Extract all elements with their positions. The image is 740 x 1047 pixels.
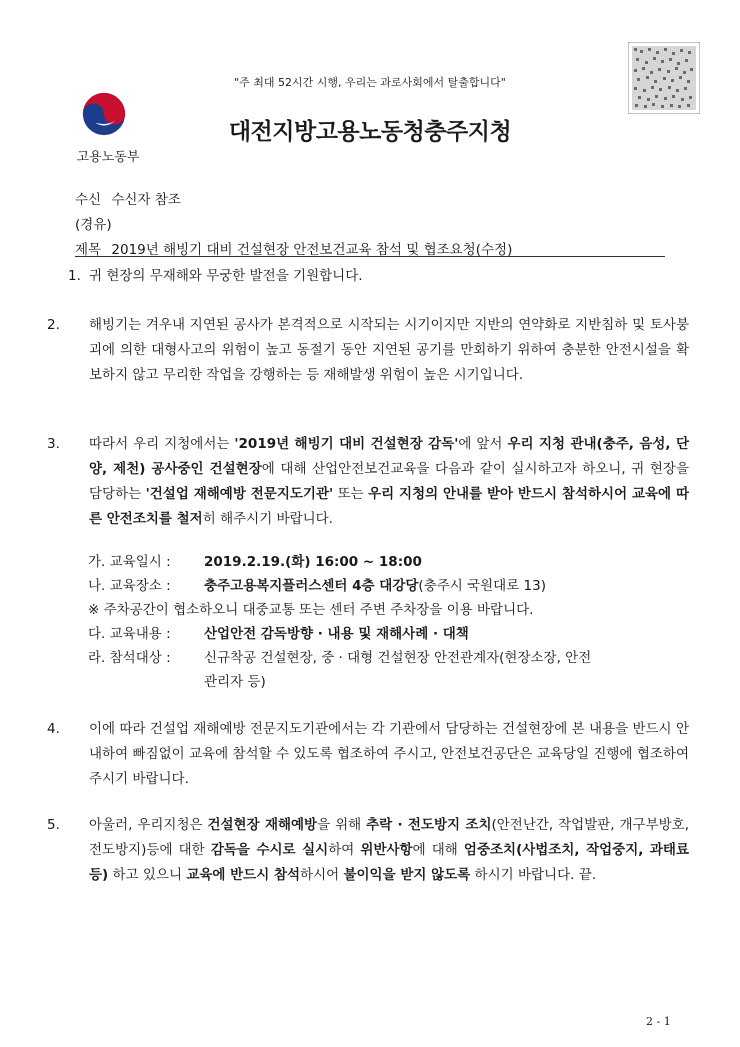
detail-target xyxy=(88,646,668,671)
bold-run: '건설업 재해예방 전문지도기관' xyxy=(145,486,334,502)
ministry-logo-text: 고용노동부 xyxy=(76,150,140,165)
via-line: (경유) xyxy=(75,217,112,233)
agency-title: 대전지방고용노동청충주지청 xyxy=(228,119,512,145)
bold-run: '2019년 해빙기 대비 건설현장 감독' xyxy=(234,436,459,452)
detail-date xyxy=(88,550,668,575)
subject-label: 제목 xyxy=(75,242,102,258)
text-run: 에 앞서 xyxy=(458,436,508,452)
bold-run: 엄중조치(사법조치, 작업중지, 과태료 등) xyxy=(89,842,689,883)
paragraph-2 xyxy=(47,313,689,388)
paragraph-number: 3. xyxy=(47,436,60,452)
paragraph-number: 4. xyxy=(47,721,60,737)
detail-address: (충주시 국원대로 13) xyxy=(418,578,547,594)
recipient-line xyxy=(75,188,181,208)
detail-place xyxy=(88,574,668,599)
bold-run: 우리 지청의 안내를 받아 반드시 참석하시어 교육에 따른 안전조치를 철저 xyxy=(89,486,689,527)
text-run: 하시어 xyxy=(300,867,344,883)
subject-value: 2019년 해빙기 대비 건설현장 안전보건교육 참석 및 협조요청(수정) xyxy=(111,242,513,258)
detail-value: 신규착공 건설현장, 중 · 대형 건설현장 안전관계자(현장소장, 안전 xyxy=(204,650,592,666)
header-divider xyxy=(75,256,665,257)
text-run: 따라서 우리 지청에서는 xyxy=(89,436,235,452)
ministry-emblem-icon xyxy=(82,92,126,136)
bold-run: 추락 · 전도방지 조치 xyxy=(366,817,492,833)
paragraph-4 xyxy=(47,717,689,792)
recipient-value: 수신자 참조 xyxy=(111,192,181,208)
paragraph-text: 해빙기는 겨우내 지연된 공사가 본격적으로 시작되는 시기이지만 지반의 연약화로 지반침하 및 토사붕괴에 의한 대형사고의 위험이 높고 동절기 동안 지연된 공기를 만회하기 위하여 충분한 안전시설을 확보하지 않고 무리한 작업을 강행하는 등 재해발생 위험이 높은 시기입니다. xyxy=(89,317,689,383)
bold-run: 우리 지청 관내(충주, 음성, 단양, 제천) 공사중인 건설현장 xyxy=(89,436,689,477)
detail-value: 산업안전 감독방향 · 내용 및 재해사례 · 대책 xyxy=(204,626,469,642)
paragraph-3 xyxy=(47,432,689,532)
paragraph-5 xyxy=(47,813,689,888)
bold-run: 불이익을 받지 않도록 xyxy=(343,867,471,883)
text-run: 에 대해 xyxy=(412,842,464,858)
detail-content xyxy=(88,622,668,647)
slogan: "주 최대 52시간 시행, 우리는 과로사회에서 탈출합니다" xyxy=(234,76,506,89)
page-number: 2 - 1 xyxy=(646,1015,671,1028)
paragraph-text: 이에 따라 건설업 재해예방 전문지도기관에서는 각 기관에서 담당하는 건설현장에 본 내용을 반드시 안내하여 빠짐없이 교육에 참석할 수 있도록 협조하여 주시고, 안전보건공단은 교육당일 진행에 협조하여 주시기 바랍니다. xyxy=(89,721,689,787)
bold-run: 교육에 반드시 참석 xyxy=(186,867,301,883)
paragraph-number: 2. xyxy=(47,317,60,333)
qr-code-image xyxy=(628,42,700,114)
subject-line xyxy=(75,238,512,258)
bold-run: 위반사항 xyxy=(360,842,413,858)
text-run: 하고 있으니 xyxy=(108,867,187,883)
text-run: (안전난간, 작업발판, 개구부방호, 전도방지)등에 대한 xyxy=(89,817,689,858)
paragraph-number: 5. xyxy=(47,817,60,833)
detail-value: 충주고용복지플러스센터 4층 대강당 xyxy=(204,578,419,594)
detail-label: 다. 교육내용 : xyxy=(88,626,175,642)
detail-label: 나. 교육장소 : xyxy=(88,578,175,594)
text-run: 또는 xyxy=(333,486,369,502)
text-run: 아울러, 우리지청은 xyxy=(89,817,208,833)
detail-target-continued: 관리자 등) xyxy=(204,674,266,690)
detail-label: 라. 참석대상 : xyxy=(88,650,175,666)
text-run: 을 위해 xyxy=(317,817,367,833)
text-run: 하여 xyxy=(328,842,361,858)
text-run: 에 대해 산업안전보건교육을 다음과 같이 실시하고자 하오니, 귀 현장을 담당하는 xyxy=(89,461,689,502)
paragraph-text: 귀 현장의 무재해와 무궁한 발전을 기원합니다. xyxy=(89,268,363,284)
text-run: 하시기 바랍니다. 끝. xyxy=(470,867,597,883)
detail-value: 2019.2.19.(화) 16:00 ~ 18:00 xyxy=(204,554,422,570)
text-run: 히 해주시기 바랍니다. xyxy=(202,511,333,527)
recipient-label: 수신 xyxy=(75,192,102,208)
detail-label: 가. 교육일시 : xyxy=(88,554,175,570)
bold-run: 건설현장 재해예방 xyxy=(207,817,318,833)
paragraph-number: 1. xyxy=(68,268,81,284)
parking-note: ※ 주차공간이 협소하오니 대중교통 또는 센터 주변 주차장을 이용 바랍니다. xyxy=(88,602,534,618)
paragraph-1 xyxy=(68,264,668,289)
bold-run: 감독을 수시로 실시 xyxy=(210,842,329,858)
